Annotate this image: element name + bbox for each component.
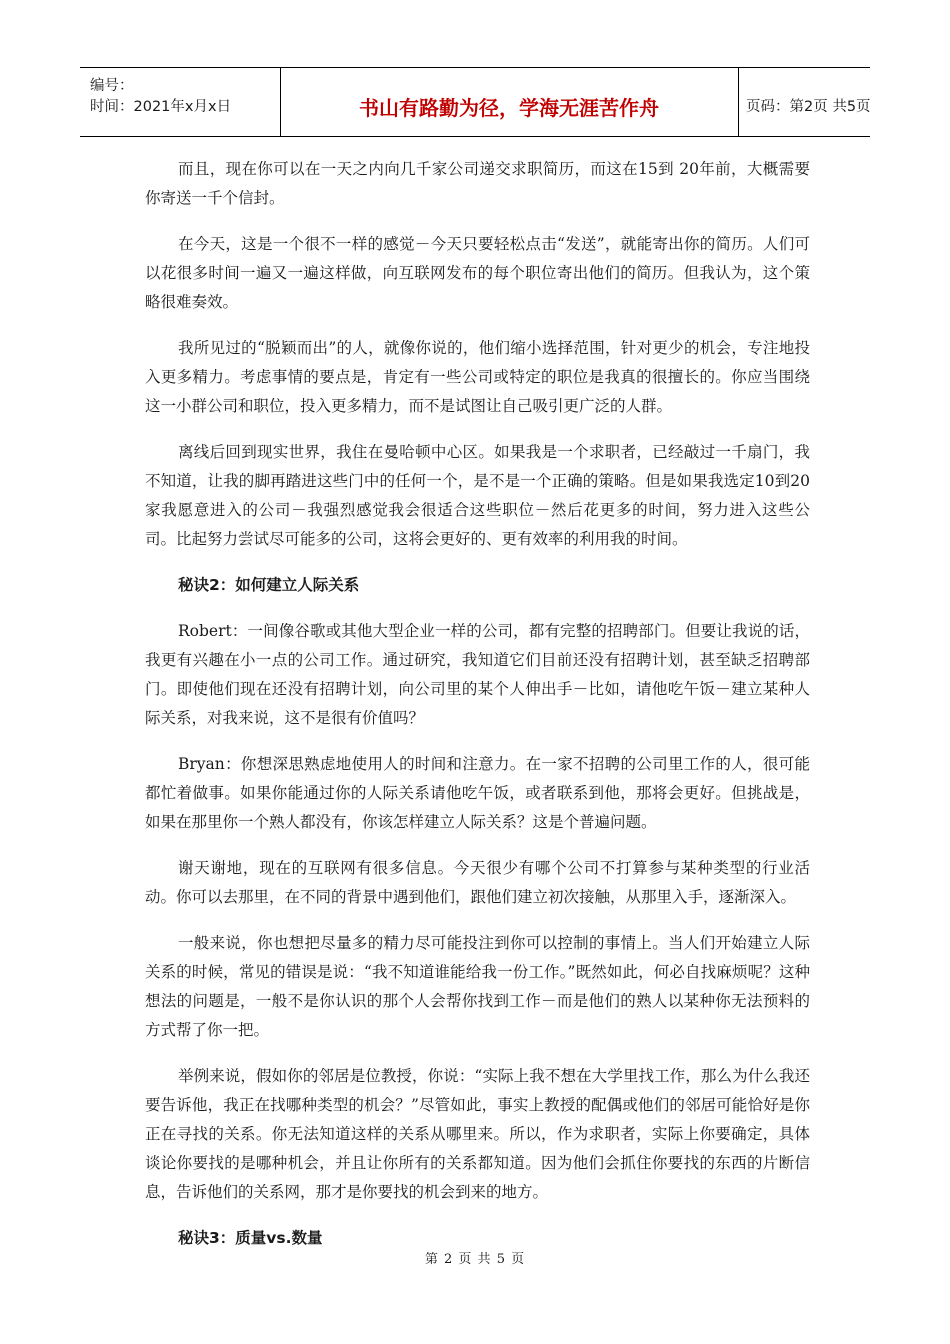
body-paragraph: 一般来说，你也想把尽量多的精力尽可能投注到你可以控制的事情上。当人们开始建立人际关系的时候，常见的错误是说：“我不知道谁能给我一份工作。”既然如此，何必自找麻烦呢？这种想法的问题是，一般不是你认识的那个人会帮你找到工作－而是他们的熟人以某种你无法预料的方式帮了你一把。: [145, 934, 810, 1039]
body-paragraph: 谢天谢地，现在的互联网有很多信息。今天很少有哪个公司不打算参与某种类型的行业活动。你可以去那里，在不同的背景中遇到他们，跟他们建立初次接触，从那里入手，逐渐深入。: [145, 859, 810, 906]
body-paragraph: 而且，现在你可以在一天之内向几千家公司递交求职简历，而这在15到 20年前，大概需要你寄送一千个信封。: [145, 160, 810, 207]
body-paragraph: 举例来说，假如你的邻居是位教授，你说：“实际上我不想在大学里找工作，那么为什么我还要告诉他，我正在找哪种类型的机会？”尽管如此，事实上教授的配偶或他们的邻居可能恰好是你正在寻找的关系。你无法知道这样的关系从哪里来。所以，作为求职者，实际上你要确定，具体谈论你要找的是哪种机会，并且让你所有的关系都知道。因为他们会抓住你要找的东西的片断信息，告诉他们的关系网，那才是你要找的机会到来的地方。: [145, 1067, 810, 1201]
page-footer: 第 2 页 共 5 页: [424, 1252, 526, 1267]
document-number-label: 编号：: [90, 78, 134, 94]
body-paragraph: 在今天，这是一个很不一样的感觉－今天只要轻松点击“发送”，就能寄出你的简历。人们可以花很多时间一遍又一遍这样做，向互联网发布的每个职位寄出他们的简历。但我认为，这个策略很难奏效。: [145, 235, 810, 311]
body-paragraph: 我所见过的“脱颖而出”的人，就像你说的，他们缩小选择范围，针对更少的机会，专注地投入更多精力。考虑事情的要点是，肯定有一些公司或特定的职位是我真的很擅长的。你应当围绕这一小群公司和职位，投入更多精力，而不是试图让自己吸引更广泛的人群。: [145, 339, 810, 415]
section-heading-tip-3: 秘诀3：质量vs.数量: [178, 1229, 323, 1247]
header-page-cell: [738, 68, 870, 136]
header-info-cell: [80, 68, 281, 136]
document-body: [145, 155, 810, 1270]
body-paragraph: Bryan：你想深思熟虑地使用人的时间和注意力。在一家不招聘的公司里工作的人，很可能都忙着做事。如果你能通过你的人际关系请他吃午饭，或者联系到他，那将会更好。但挑战是，如果在那里你一个熟人都没有，你该怎样建立人际关系？这是个普遍问题。: [145, 755, 810, 831]
body-paragraph: 离线后回到现实世界，我住在曼哈顿中心区。如果我是一个求职者，已经敲过一千扇门，我不知道，让我的脚再踏进这些门中的任何一个，是不是一个正确的策略。但是如果我选定10到20家我愿意进入的公司－我强烈感觉我会很适合这些职位－然后花更多的时间，努力进入这些公司。比起努力尝试尽可能多的公司，这将会更好的、更有效率的利用我的时间。: [145, 443, 810, 548]
document-header: [80, 67, 870, 137]
header-motto: 书山有路勤为径，学海无涯苦作舟: [359, 96, 659, 120]
document-time-label: 时间：2021年x月x日: [90, 99, 232, 115]
header-page-code: 页码：第2页 共5页: [746, 99, 871, 115]
body-paragraph: Robert：一间像谷歌或其他大型企业一样的公司，都有完整的招聘部门。但要让我说的话，我更有兴趣在小一点的公司工作。通过研究，我知道它们目前还没有招聘计划，甚至缺乏招聘部门。即使他们现在还没有招聘计划，向公司里的某个人伸出手－比如，请他吃午饭－建立某种人际关系，对我来说，这不是很有价值吗？: [145, 622, 810, 727]
section-heading-tip-2: 秘诀2：如何建立人际关系: [178, 576, 360, 594]
header-motto-cell: [280, 68, 739, 136]
